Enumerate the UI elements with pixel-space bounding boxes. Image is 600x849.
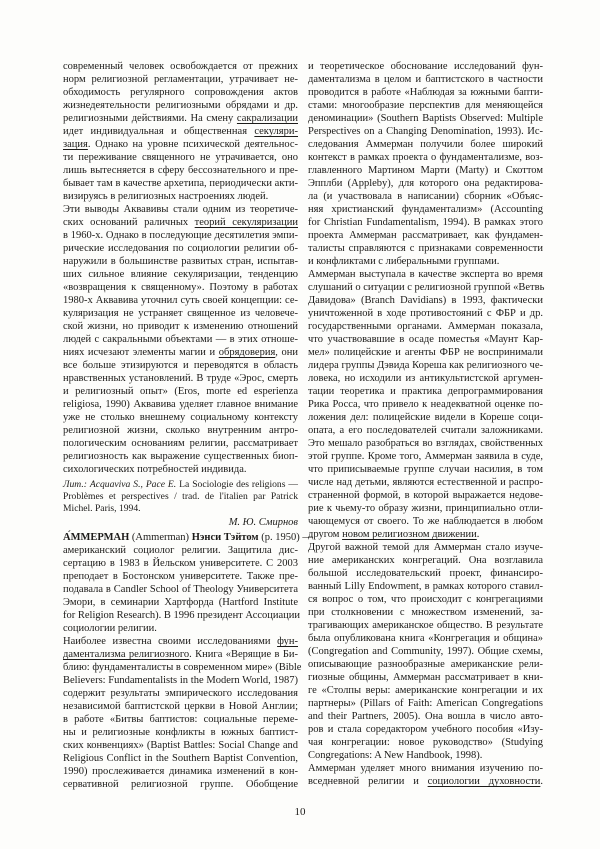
text-line: главленного Мартином Марти (Marty) и Скоттом: [308, 165, 543, 176]
text-line: ние американских конгрегаций. Она возглавила: [308, 555, 543, 566]
text-line: Believers: Fundamentalists in the Modern World, 1987): [63, 675, 298, 686]
text-line: ниях исчезают элементы магии и обрядоверия, они: [63, 347, 298, 358]
text-line: Рика Росса, что привело к неадекватной оценке по-: [308, 399, 543, 410]
paragraph: [63, 60, 298, 203]
text-line: А́ММЕРМАН (Ammerman) Нэнси Тэйтом (р. 1950) —: [63, 532, 313, 543]
text-line: ванный Lilly Endowment, в рамках которого ставил-: [308, 581, 543, 592]
text-line: и религиозный опыт» (Eros, morte ed esperienza: [63, 386, 298, 397]
text-line: норм религиозной регламентации, утрачивает не-: [63, 74, 298, 85]
text-line: содержит результаты эмпирического исследования: [63, 688, 298, 699]
text-line: ров и стала соредактором учебного пособия «Изу-: [308, 724, 543, 735]
text-line: религиозными действиями. На смену сакрализации: [63, 113, 298, 124]
text-line: ской жизни, но приводит к изменению отношений: [63, 321, 298, 332]
text-line: Religious Conflict in the Southern Baptist Convention,: [63, 753, 298, 764]
text-line: Perspectives on a Changing Denomination, 1993). Ис-: [308, 126, 543, 137]
text-line: ских конвенциях» (Baptist Battles: Social Change and: [63, 740, 298, 751]
text-line: ших сильное влияние секуляризации, тенденцию: [63, 269, 298, 280]
text-line: другом новом религиозном движении.: [308, 529, 480, 540]
text-line: талисты справляются с признаками современности: [308, 243, 543, 254]
text-line: бывает там в качестве архетипа, периодически акти-: [63, 178, 298, 189]
text-line: этой группе. Кроме того, Аммерман заявила в суде,: [308, 451, 543, 462]
text-line: сихологических потребностей индивида.: [63, 464, 247, 475]
text-line: государственными органами. Аммерман показала,: [308, 321, 543, 332]
text-line: гиозные общины, Аммерман рассматривает в кни-: [308, 672, 543, 683]
text-line: обходимость регулярного сопровождения актов: [63, 87, 298, 98]
text-line: при столкновении с множеством изменений, за-: [308, 607, 543, 618]
text-line: лидера группы Дэвида Кореша как религиозного че-: [308, 360, 543, 371]
text-line: большой исследовательский проект, финансиро-: [308, 568, 543, 579]
text-line: что участвовавшие в осаде поместья «Маунт Кар-: [308, 334, 543, 345]
text-line: чая конгрегации: новое руководство» (Studying: [308, 737, 543, 748]
text-line: даментализма в целом и баптистского в частности: [308, 74, 543, 85]
text-line: ла (и участвовала в написании) сборник «Объяс-: [308, 191, 543, 202]
text-line: контекст в рамках проекта о фундаментализме, воз-: [308, 152, 543, 163]
text-line: for Religion Research). В 1996 президент Ассоциации: [63, 610, 301, 621]
text-line: идет индивидуальная и общественная секуляри-: [63, 126, 298, 137]
text-line: М. Ю. Смирнов: [228, 517, 298, 528]
text-line: ны и религиозные конфликты в южных баптист-: [63, 727, 298, 738]
text-line: пологическим основаниям религии, рассматривает: [63, 438, 298, 449]
text-line: сертацию в 1983 в Йельском университете. С 2003: [63, 558, 298, 569]
text-line: and their Partners, 2005). Она вошла в число авто-: [308, 711, 543, 722]
text-line: religiosa, 1990) Аквавива уделяет главное внимание: [63, 399, 298, 410]
text-line: няя христианский фундаментализм» (Accounting: [308, 204, 543, 215]
text-line: рические исследования по социологии религии об-: [63, 243, 298, 254]
text-line: все больше этизируются и переводятся в область: [63, 360, 298, 371]
two-column-text: [63, 60, 543, 791]
text-line: трагивающих американское общество. В результате: [308, 620, 543, 631]
text-line: опата, а его последователей считали заложниками.: [308, 425, 543, 436]
right-column: [308, 60, 543, 791]
left-column: [63, 60, 313, 791]
page-number: 10: [294, 806, 306, 818]
text-line: блию: фундаменталисты в современном мире» (Bible: [63, 662, 302, 673]
text-line: в работе «Битвы баптистов: социальные переме-: [63, 714, 298, 725]
text-line: Лит.: Acquaviva S., Pace E. La Sociologie des religions —: [63, 479, 298, 490]
text-line: описывающие разнообразные американские рели-: [308, 659, 543, 670]
paragraph: [63, 635, 302, 791]
text-line: рие к чьему-то образу жизни, принципиально отли-: [308, 503, 543, 514]
text-line: вседневной религии и социологии духовности.: [308, 776, 543, 787]
text-line: тации теоретика и практика депрограммирования: [308, 386, 543, 397]
text-line: Это мешало разобраться во взглядах, свойственных: [308, 438, 543, 449]
text-line: проекта Аммерман рассматривает, как фундамен-: [308, 230, 543, 241]
text-line: современный человек освобождается от прежних: [63, 61, 298, 72]
text-line: независимой баптистской церкви в Новой Англии;: [63, 701, 298, 712]
text-line: преподает в Бостонском университете. Также пре-: [63, 571, 298, 582]
text-line: жизнедеятельности религиозными обрядами и др.: [63, 100, 298, 111]
text-line: религиозной жизни, сколько внутренним антро-: [63, 425, 298, 436]
text-line: Congregations: A New Handbook, 1998).: [308, 750, 483, 761]
paragraph: [308, 762, 543, 788]
text-line: слушаний о ситуации с религиозной группой «Ветвь: [308, 282, 545, 293]
text-line: ти переживание священного не утрачивается, оно: [63, 152, 298, 163]
text-line: следования Аммерман получили более широкий: [308, 139, 543, 150]
text-line: уничтоженной в ходе противостояний с ФБР и др.: [308, 308, 543, 319]
text-line: Эпплби (Appleby), для которого она редактирова-: [308, 178, 543, 189]
text-line: религиозность как выражение существенных биоп-: [63, 451, 298, 462]
paragraph: [63, 531, 313, 635]
text-line: проводится в работе «Наблюдая за южными бапти-: [308, 87, 543, 98]
text-line: «возвращения к священному». Поэтому в работах: [63, 282, 298, 293]
text-line: сервативной религиозной группе. Обобщение: [63, 779, 298, 790]
paragraph: [308, 60, 543, 268]
text-line: американский социолог религии. Защитила дис-: [63, 545, 298, 556]
text-line: и конфликтами с либеральными группами.: [308, 256, 500, 267]
text-line: Давидова» (Branch Davidians) в 1993, фактически: [308, 295, 543, 306]
text-line: ге «Столпы веры: американские конгрегации и их: [308, 685, 543, 696]
text-line: была опубликована книга «Конгрегация и община»: [308, 633, 543, 644]
text-line: и теоретическое обоснование исследований фун-: [308, 61, 543, 72]
text-line: числе над детьми, являются естественной и распро-: [308, 477, 543, 488]
text-line: Эмори, в семинарии Хартфорда (Hartford Institute: [63, 597, 298, 608]
author-signature: [63, 516, 298, 529]
text-line: Эти выводы Аквавивы стали одним из теоретиче-: [63, 204, 298, 215]
paragraph: [63, 203, 298, 476]
text-line: социологии религии.: [63, 623, 157, 634]
paragraph: [308, 541, 543, 762]
text-line: ловека, но исходили из антикультистской аргумен-: [308, 373, 543, 384]
text-line: 1980-х Аквавива уточнил суть своей концепции: се-: [63, 295, 298, 306]
text-line: даментализма религиозного. Книга «Верящие в Би-: [63, 649, 298, 660]
text-line: мел» полицейские и агенты ФБР не воспринимали: [308, 347, 543, 358]
text-line: стами: многообразие перспектив для меняющейся: [308, 100, 543, 111]
text-line: наружили в большинстве развитых стран, испытав-: [63, 256, 298, 267]
text-line: ложения дел: полицейские видели в Кореше соци-: [308, 412, 543, 423]
text-line: визируясь в религиозных настроениях людей.: [63, 191, 269, 202]
text-line: куляризация не устраняет священное из человече-: [63, 308, 298, 319]
text-line: нравственных установлений. В труде «Эрос, смерть: [63, 373, 298, 384]
bibliography: [63, 479, 298, 515]
text-line: людей с сакральными объектами — в этих отноше-: [63, 334, 298, 345]
text-line: 1990) прослеживается динамика изменений в кон-: [63, 766, 298, 777]
text-line: Аммерман выступала в качестве эксперта во время: [308, 269, 543, 280]
text-line: for Christian Fundamentalism, 1994). В рамках этого: [308, 217, 543, 228]
text-line: страненной формой, в которой выражается недове-: [308, 490, 543, 501]
text-line: лишь вытесняется в сферу бессознательного и пре-: [63, 165, 298, 176]
text-line: партнеры» (Pillars of Faith: American Congregations: [308, 698, 543, 709]
text-line: Аммерман уделяет много внимания изучению по-: [308, 763, 543, 774]
text-line: уже не столько внешнему социальному контексту: [63, 412, 298, 423]
paragraph: [308, 268, 543, 541]
text-line: (Congregation and Community, 1997). Общие схемы,: [308, 646, 543, 657]
text-line: подавала в Candler School of Theology Университета: [63, 584, 298, 595]
text-line: ся вопрос о том, что происходит с конгрегациями: [308, 594, 543, 605]
text-line: Другой важной темой для Аммерман стало изуче-: [308, 542, 543, 553]
text-line: Наиболее известна своими исследованиями фун-: [63, 636, 298, 647]
text-line: ских оснований раличных теорий секуляризации: [63, 217, 298, 228]
text-line: что приписываемые группе случаи насилия, в том: [308, 464, 543, 475]
text-line: зация. Однако на уровне психической деятельнос-: [63, 139, 298, 150]
text-line: чающемуся от своего. То же наблюдается в любом: [308, 516, 543, 527]
text-line: деноминации» (Southern Baptists Observed: Multiple: [308, 113, 543, 124]
text-line: Michel. Paris, 1994.: [63, 503, 141, 514]
text-line: Problèmes et perspectives / trad. de l'italien par Patrick: [63, 491, 298, 502]
text-line: в 1960-х. Однако в последующие десятилетия эмпи-: [63, 230, 298, 241]
